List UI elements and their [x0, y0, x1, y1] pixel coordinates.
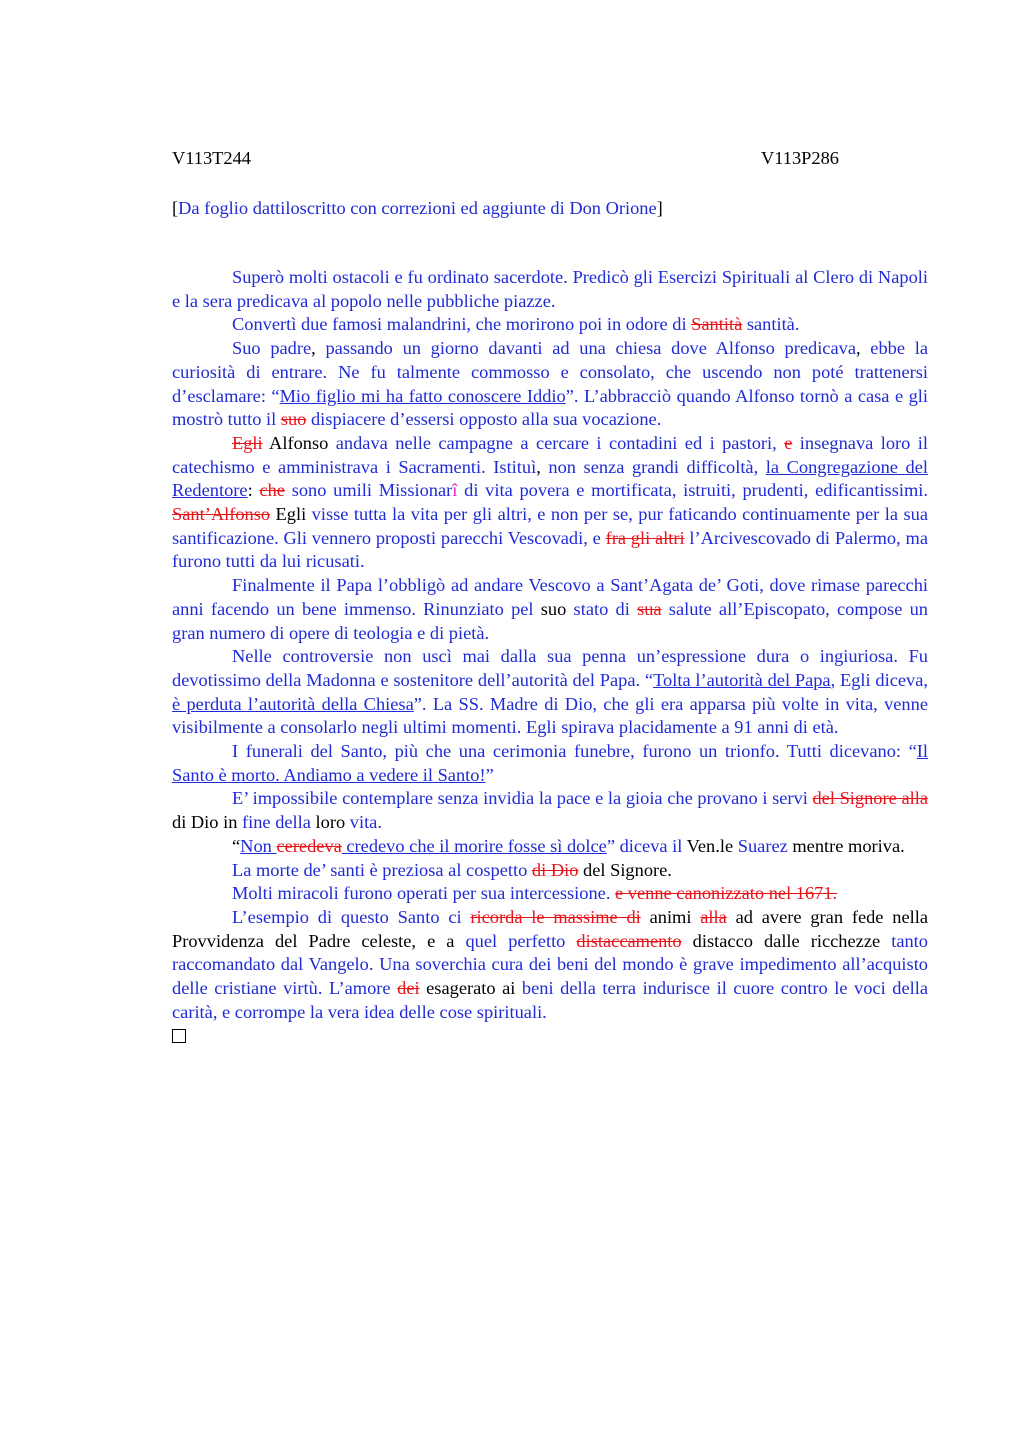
deleted-text: ceredeva: [276, 835, 342, 856]
original-text: di Dio in: [172, 812, 238, 833]
deleted-text: dei: [397, 978, 420, 999]
end-of-document: [172, 1025, 928, 1049]
underlined-phrase: la Congregazione del Redentore: [172, 456, 928, 501]
original-text: distacco dalle ricchezze: [681, 930, 881, 951]
end-square-icon: [172, 1029, 186, 1043]
deleted-text: Sant’Alfonso: [172, 504, 271, 525]
text-segment: Finalmente il Papa l’obbligò ad andare Vescovo a Sant’Agata de’ Goti, dove rimase parecchi anni facendo un bene immenso. Rinunziato pel: [172, 575, 928, 619]
text-segment: sono umili Missionar: [284, 480, 453, 501]
deleted-text: che: [259, 480, 285, 501]
deleted-text: e venne canonizzato nel 1671.: [615, 883, 838, 904]
volume-code-left: V113T244: [172, 148, 252, 168]
text-segment: Suo padre: [232, 338, 312, 359]
text-segment: fine della: [237, 812, 311, 833]
original-text: ad avere gran fede nella Provvidenza del Padre celeste, e a: [172, 906, 928, 951]
paragraph-4: [172, 432, 928, 574]
paragraph-5: [172, 574, 928, 645]
underlined-quote: Non: [240, 835, 277, 856]
text-segment: L’esempio di questo Santo ci: [232, 906, 471, 927]
deleted-text: ricorda le massime di: [470, 906, 641, 927]
text-segment: , Egli diceva,: [830, 669, 929, 690]
paragraph-11: [172, 882, 928, 906]
note-close-bracket: ]: [656, 198, 663, 218]
original-text: animi: [640, 906, 701, 927]
paragraph-3: [172, 337, 928, 432]
original-text: Alfonso: [262, 432, 329, 453]
paragraph-7: [172, 740, 928, 787]
page-header: [172, 146, 839, 170]
text-segment: passando un giorno davanti ad una chiesa dove Alfonso predicava: [315, 338, 856, 359]
text-segment: dispiacere d’essersi opposto alla sua vocazione.: [306, 409, 662, 430]
original-text: “: [232, 835, 241, 856]
original-text: Egli: [270, 504, 307, 525]
original-text: del Signore.: [578, 859, 672, 880]
underlined-quote: è perduta l’autorità della Chiesa: [172, 693, 414, 714]
original-text: esagerato ai: [419, 978, 516, 999]
deleted-text: suo: [280, 409, 307, 430]
volume-code-right: V113P286: [761, 148, 839, 168]
text-segment: l’Arcivescovado di Palermo, ma furono tutti da lui ricusati.: [172, 527, 928, 572]
text-segment: di vita povera e mortificata, istruiti, prudenti, edificantissimi.: [457, 480, 928, 501]
text-segment: quel perfetto: [454, 930, 577, 951]
underlined-quote: Mio figlio mi ha fatto conoscere Iddio: [279, 385, 566, 406]
text-segment: Molti miracoli furono operati per sua intercessione.: [232, 883, 616, 904]
original-text: suo: [533, 598, 567, 619]
text-segment: beni della terra indurisce il cuore contro le voci della carità, e corrompe la vera idea delle cose spirituali.: [172, 978, 928, 1022]
text-segment: I funerali del Santo, più che una cerimonia funebre, furono un trionfo. Tutti dicevano: “: [232, 741, 917, 762]
text-segment: Convertì due famosi malandrini, che morirono poi in odore di: [232, 314, 692, 335]
original-text: ,: [856, 338, 861, 359]
paragraph-9: [172, 835, 928, 859]
deleted-text: alla: [700, 906, 727, 927]
deleted-text: Egli: [232, 432, 263, 453]
accent-marker: î: [452, 480, 458, 501]
deleted-text: sua: [637, 598, 662, 619]
deleted-text: Santità: [691, 314, 743, 335]
note-open-bracket: [: [172, 198, 179, 218]
text-segment: ebbe la curiosità di entrare. Ne fu talmente commosso e consolato, che uscendo non poté trattenersi d’esclamare: “: [172, 338, 928, 406]
deleted-text: di Dio: [531, 859, 579, 880]
text-segment: santità.: [742, 314, 800, 335]
text-segment: ” diceva il: [606, 835, 687, 856]
text-segment: Nelle controversie non uscì mai dalla sua penna un’espressione dura o ingiuriosa. Fu devotissimo della Madonna e sostenitore dell’autorità del Papa. “: [172, 646, 928, 690]
paragraph-12: [172, 906, 928, 1025]
text-segment: ”. La SS. Madre di Dio, che gli era apparsa più volte in vita, venne visibilmente a consolarlo negli ultimi momenti. Egli spirava placidamente a 91 anni di età.: [172, 693, 928, 738]
original-text: Ven.le: [686, 835, 734, 856]
original-text: :: [247, 480, 253, 501]
paragraph-8: [172, 787, 928, 834]
source-note: [172, 196, 663, 220]
text-segment: insegnava loro il catechismo e amministrava i Sacramenti. Istituì: [172, 432, 928, 477]
underlined-quote: Il Santo è morto. Andiamo a vedere il Santo!: [172, 741, 928, 785]
paragraph-1: [172, 266, 928, 313]
original-text: ,: [536, 456, 541, 477]
text-segment: salute all’Episcopato, compose un gran numero di opere di teologia e di pietà.: [172, 598, 928, 643]
text-segment: ”: [485, 764, 494, 785]
text-segment: Suarez: [733, 835, 788, 856]
text-segment: E’ impossibile contemplare senza invidia la pace e la gioia che provano i servi: [232, 788, 813, 809]
text-segment: non senza grandi difficoltà,: [540, 456, 766, 477]
text-segment: La morte de’ santi è preziosa al cospetto: [232, 859, 532, 880]
text-segment: tanto raccomandato dal Vangelo. Una soverchia cura dei beni del mondo è grave impedimento all’acquisto delle cristiane virtù. L’amore: [172, 930, 928, 999]
underlined-quote: credevo che il morire fosse sì dolce: [341, 835, 607, 856]
deleted-text: del Signore alla: [812, 788, 928, 809]
text-segment: stato di: [566, 598, 638, 619]
text-segment: visse tutta la vita per gli altri, e non per se, pur faticando continuamente per la sua santificazione. Gli vennero proposti parecchi Vescovadi, e: [172, 504, 928, 548]
paragraph-6: [172, 645, 928, 740]
deleted-text: distaccamento: [576, 930, 682, 951]
original-text: mentre moriva.: [787, 835, 905, 856]
deleted-text: e: [784, 432, 793, 453]
deleted-text: fra gli altri: [605, 527, 685, 548]
text-segment: Superò molti ostacoli e fu ordinato sacerdote. Predicò gli Esercizi Spirituali al Clero di Napoli e la sera predicava al popolo nelle pubbliche piazze.: [172, 267, 928, 311]
document-body: [172, 266, 928, 1048]
paragraph-10: [172, 859, 928, 883]
text-segment: ”. L’abbracciò quando Alfonso tornò a casa e gli mostrò tutto il: [172, 385, 928, 430]
original-text: loro: [310, 812, 346, 833]
text-segment: vita.: [345, 812, 382, 833]
original-text: ,: [311, 338, 316, 359]
paragraph-2: [172, 313, 928, 337]
note-text: Da foglio dattiloscritto con correzioni ed aggiunte di Don Orione: [178, 198, 657, 218]
underlined-quote: Tolta l’autorità del Papa: [653, 669, 831, 690]
text-segment: andava nelle campagne a cercare i contadini ed i pastori,: [328, 432, 785, 453]
